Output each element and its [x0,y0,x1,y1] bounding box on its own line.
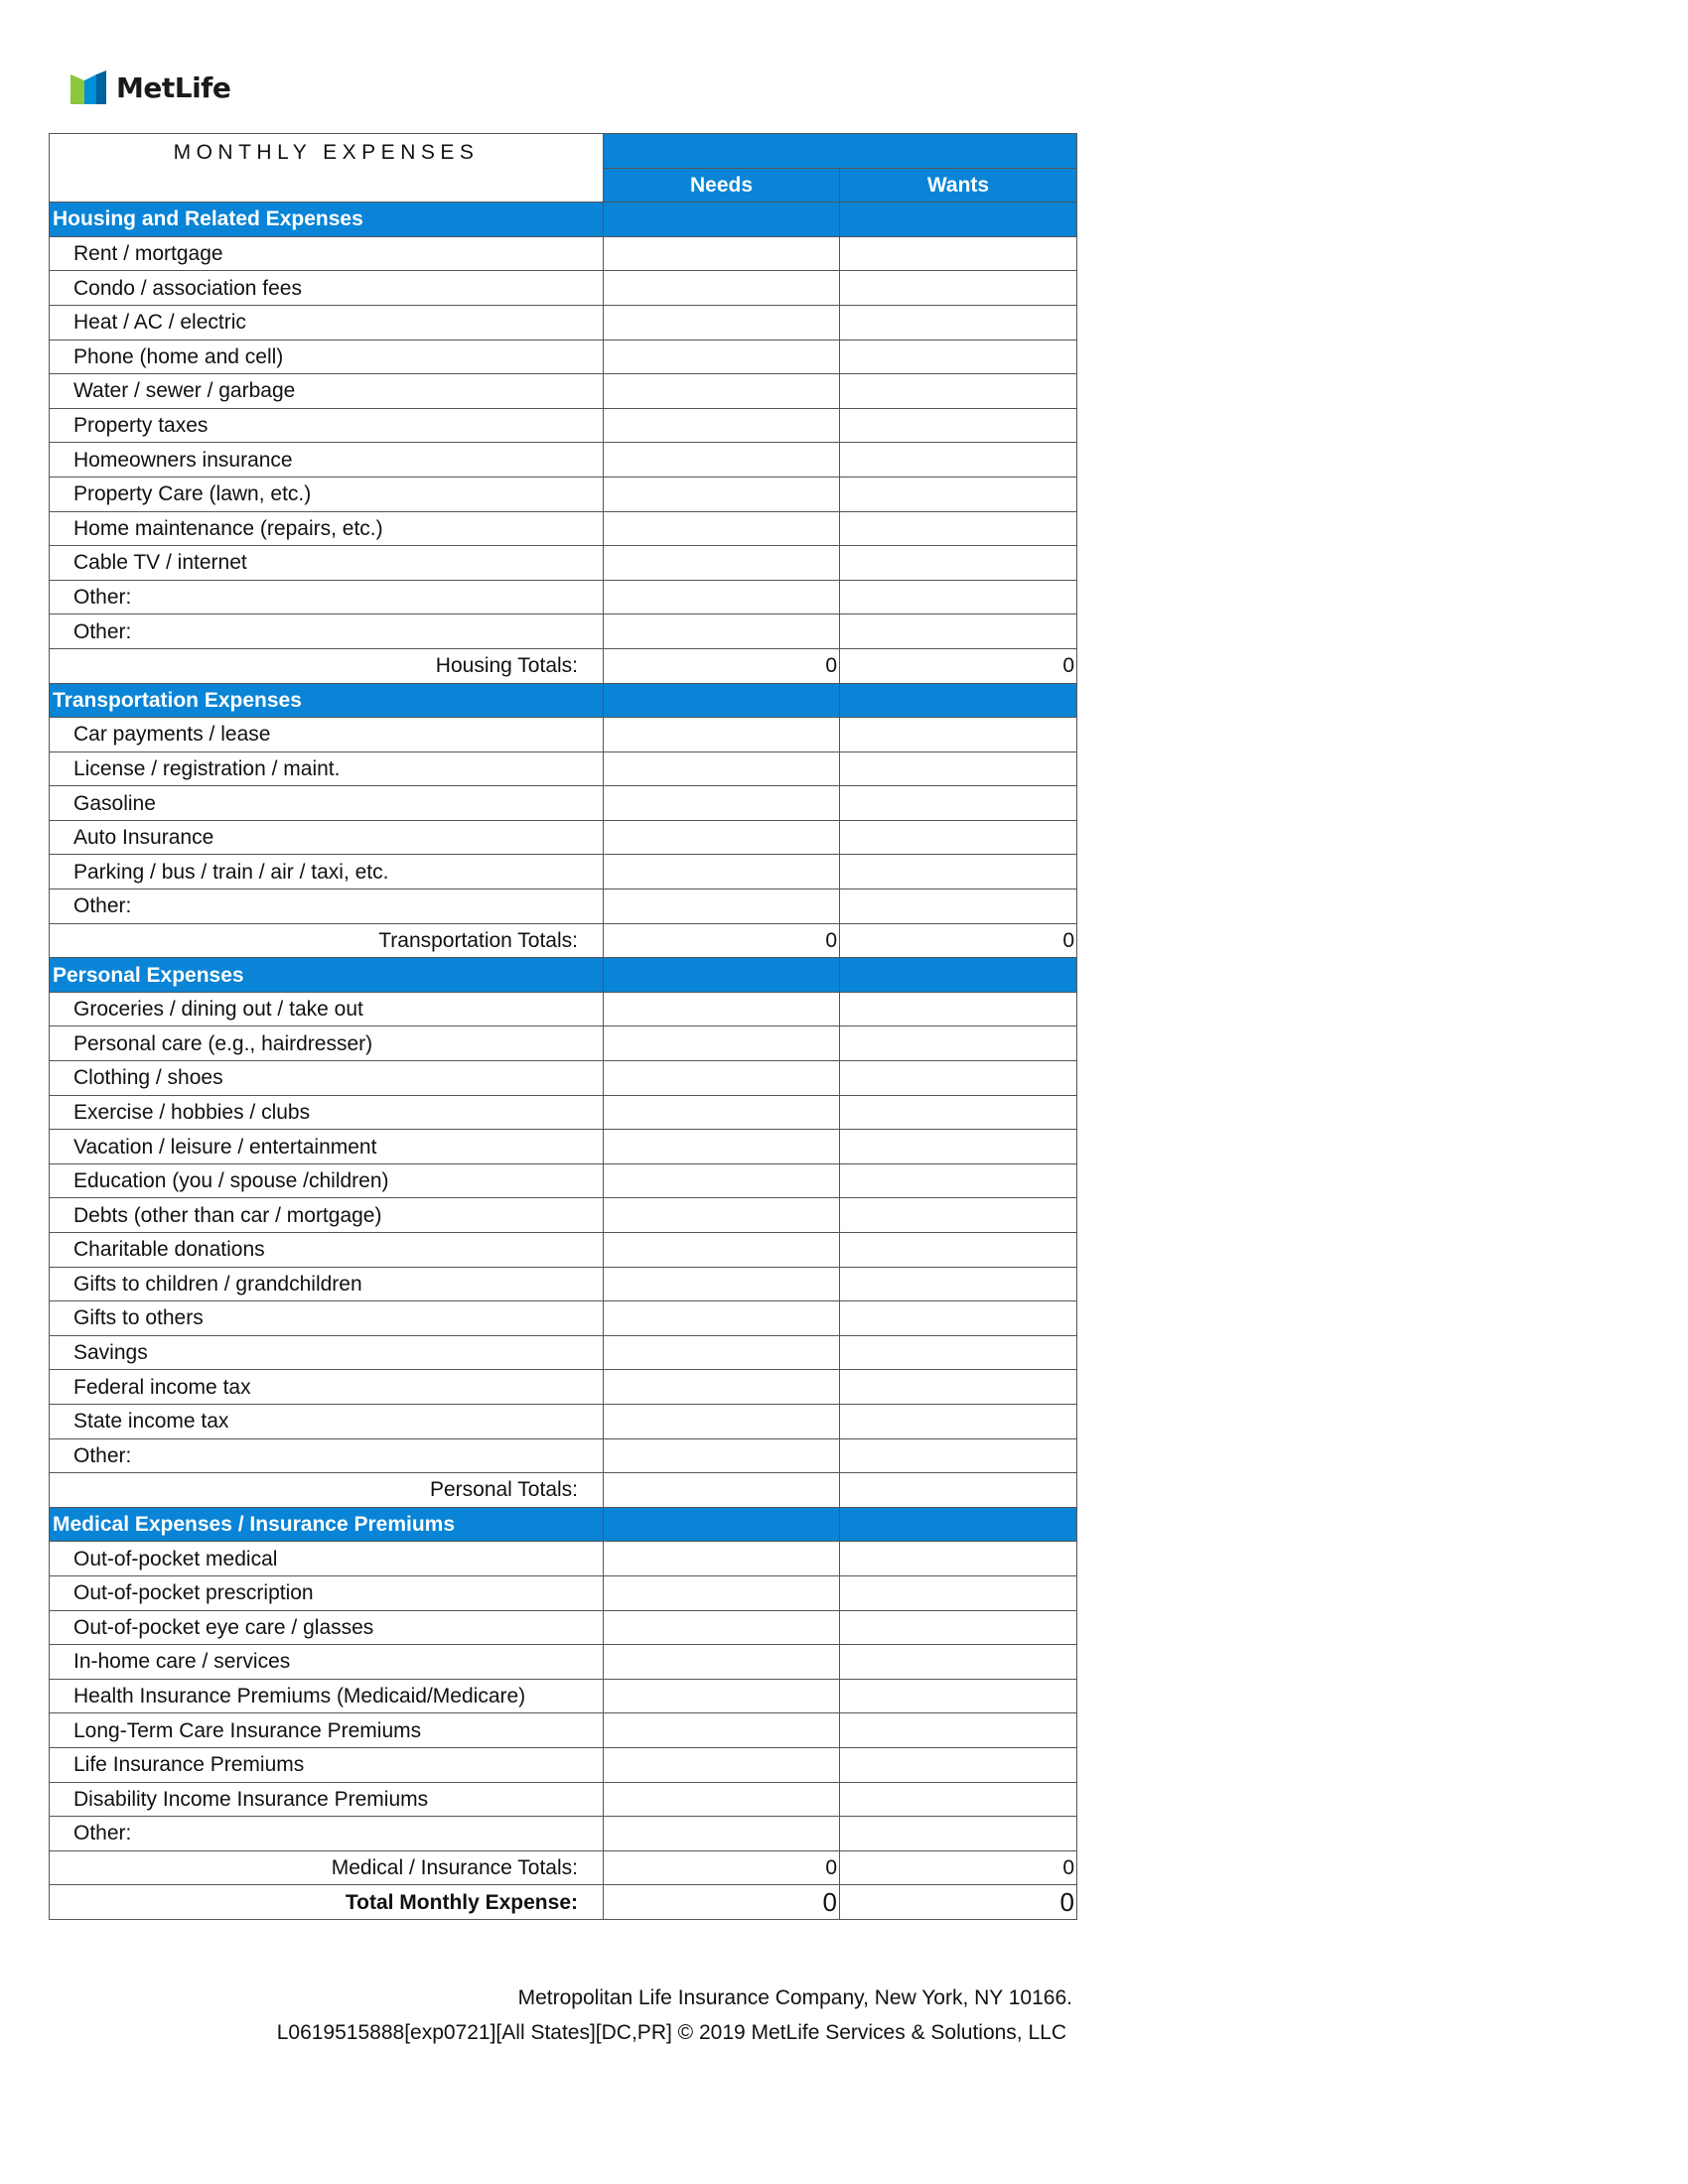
needs-input-cell[interactable] [604,1335,840,1370]
wants-input-cell[interactable] [840,889,1077,924]
needs-input-cell[interactable] [604,1267,840,1301]
expense-label: In-home care / services [50,1645,604,1680]
wants-column-header: Wants [840,168,1077,203]
needs-input-cell[interactable] [604,1163,840,1198]
wants-input-cell[interactable] [840,992,1077,1026]
expense-row [50,751,1077,786]
expense-row [50,580,1077,614]
expense-row [50,992,1077,1026]
needs-input-cell[interactable] [604,1747,840,1782]
wants-input-cell[interactable] [840,580,1077,614]
needs-input-cell[interactable] [604,1233,840,1268]
needs-input-cell[interactable] [604,992,840,1026]
expense-row [50,1610,1077,1645]
expense-label: Gasoline [50,786,604,821]
expense-row [50,1782,1077,1817]
wants-input-cell[interactable] [840,1645,1077,1680]
needs-input-cell[interactable] [604,511,840,546]
wants-input-cell[interactable] [840,1404,1077,1438]
wants-input-cell[interactable] [840,1817,1077,1851]
needs-input-cell[interactable] [604,580,840,614]
needs-input-cell[interactable] [604,340,840,374]
expense-label: Home maintenance (repairs, etc.) [50,511,604,546]
section-total-row [50,1850,1077,1885]
expense-label: Heat / AC / electric [50,305,604,340]
header-row-top [50,134,1077,169]
expense-row [50,1645,1077,1680]
wants-input-cell[interactable] [840,1026,1077,1061]
grand-needs-total: 0 [604,1885,840,1920]
needs-input-cell[interactable] [604,1404,840,1438]
section-needs-band [604,683,840,718]
expense-row [50,889,1077,924]
grand-total-label: Total Monthly Expense: [50,1885,604,1920]
header-blue-band [604,134,1077,169]
footer-company-line: Metropolitan Life Insurance Company, New York, NY 10166. [517,1986,1072,2009]
section-total-row [50,648,1077,683]
needs-input-cell[interactable] [604,786,840,821]
expense-row [50,855,1077,889]
expense-row [50,236,1077,271]
needs-input-cell[interactable] [604,374,840,409]
needs-total-value [604,1473,840,1508]
needs-input-cell[interactable] [604,614,840,649]
expense-label: Other: [50,1817,604,1851]
needs-input-cell[interactable] [604,271,840,306]
expense-row [50,1335,1077,1370]
expense-row [50,718,1077,752]
wants-input-cell[interactable] [840,1575,1077,1610]
needs-input-cell[interactable] [604,1438,840,1473]
footer-legal-line: L0619515888[exp0721][All States][DC,PR] © 2019 MetLife Services & Solutions, LLC [276,2021,1066,2044]
expense-label: Groceries / dining out / take out [50,992,604,1026]
wants-input-cell[interactable] [840,1061,1077,1096]
expense-label: Debts (other than car / mortgage) [50,1198,604,1233]
expense-row [50,477,1077,511]
wants-input-cell[interactable] [840,1267,1077,1301]
expense-row [50,374,1077,409]
wants-input-cell[interactable] [840,1095,1077,1130]
expense-label: Gifts to others [50,1301,604,1336]
section-wants-band [840,958,1077,993]
needs-input-cell[interactable] [604,1645,840,1680]
expense-row [50,1438,1077,1473]
expense-row [50,1404,1077,1438]
expense-label: Out-of-pocket prescription [50,1575,604,1610]
expense-label: Savings [50,1335,604,1370]
wants-input-cell[interactable] [840,786,1077,821]
expense-row [50,1233,1077,1268]
section-wants-band [840,203,1077,237]
expense-label: Property Care (lawn, etc.) [50,477,604,511]
expense-row [50,1713,1077,1748]
wants-input-cell[interactable] [840,546,1077,581]
expense-label: Condo / association fees [50,271,604,306]
needs-input-cell[interactable] [604,1713,840,1748]
expense-row [50,1095,1077,1130]
needs-input-cell[interactable] [604,477,840,511]
needs-input-cell[interactable] [604,1301,840,1336]
needs-input-cell[interactable] [604,1061,840,1096]
expense-label: Other: [50,1438,604,1473]
expense-row [50,443,1077,478]
wants-input-cell[interactable] [840,751,1077,786]
expense-row [50,614,1077,649]
needs-input-cell[interactable] [604,1198,840,1233]
wants-input-cell[interactable] [840,1713,1077,1748]
section-total-label: Housing Totals: [50,648,604,683]
expense-row [50,1026,1077,1061]
wants-input-cell[interactable] [840,1610,1077,1645]
expense-label: Homeowners insurance [50,443,604,478]
wants-input-cell[interactable] [840,1233,1077,1268]
section-wants-band [840,1507,1077,1542]
expense-row [50,1370,1077,1405]
expense-row [50,546,1077,581]
expense-row [50,1061,1077,1096]
wants-input-cell[interactable] [840,511,1077,546]
needs-input-cell[interactable] [604,1817,840,1851]
expense-label: Water / sewer / garbage [50,374,604,409]
expense-row [50,1817,1077,1851]
expense-label: Clothing / shoes [50,1061,604,1096]
expense-label: Gifts to children / grandchildren [50,1267,604,1301]
wants-input-cell[interactable] [840,1370,1077,1405]
section-header-row [50,683,1077,718]
section-header-row [50,203,1077,237]
expense-label: Charitable donations [50,1233,604,1268]
grand-total-row [50,1885,1077,1920]
expense-label: Education (you / spouse /children) [50,1163,604,1198]
expense-label: Other: [50,889,604,924]
wants-input-cell[interactable] [840,1198,1077,1233]
expense-label: Health Insurance Premiums (Medicaid/Medicare) [50,1679,604,1713]
needs-total-value: 0 [604,923,840,958]
needs-input-cell[interactable] [604,1130,840,1164]
wants-total-value: 0 [840,923,1077,958]
needs-input-cell[interactable] [604,1610,840,1645]
needs-input-cell[interactable] [604,443,840,478]
wants-input-cell[interactable] [840,1130,1077,1164]
expense-label: Long-Term Care Insurance Premiums [50,1713,604,1748]
wants-input-cell[interactable] [840,855,1077,889]
section-needs-band [604,1507,840,1542]
section-total-label: Personal Totals: [50,1473,604,1508]
expense-label: Phone (home and cell) [50,340,604,374]
wants-total-value: 0 [840,1850,1077,1885]
expense-row [50,1130,1077,1164]
metlife-logo [70,69,230,105]
needs-input-cell[interactable] [604,1575,840,1610]
expense-row [50,340,1077,374]
needs-total-value: 0 [604,648,840,683]
expense-row [50,1198,1077,1233]
expense-label: Disability Income Insurance Premiums [50,1782,604,1817]
section-header-row [50,1507,1077,1542]
expense-label: Property taxes [50,408,604,443]
needs-input-cell[interactable] [604,305,840,340]
wants-input-cell[interactable] [840,1163,1077,1198]
section-total-label: Transportation Totals: [50,923,604,958]
section-total-row [50,923,1077,958]
needs-input-cell[interactable] [604,1542,840,1576]
wants-total-value: 0 [840,648,1077,683]
needs-input-cell[interactable] [604,1679,840,1713]
expense-label: Other: [50,580,604,614]
expense-label: Exercise / hobbies / clubs [50,1095,604,1130]
expense-label: Out-of-pocket medical [50,1542,604,1576]
section-needs-band [604,203,840,237]
table-title: MONTHLY EXPENSES [50,134,604,203]
wants-input-cell[interactable] [840,1335,1077,1370]
wants-input-cell[interactable] [840,408,1077,443]
section-title: Personal Expenses [50,958,604,993]
wants-input-cell[interactable] [840,614,1077,649]
wants-input-cell[interactable] [840,477,1077,511]
expense-row [50,1542,1077,1576]
expense-label: Out-of-pocket eye care / glasses [50,1610,604,1645]
section-title: Transportation Expenses [50,683,604,718]
needs-input-cell[interactable] [604,889,840,924]
wants-input-cell[interactable] [840,236,1077,271]
wants-input-cell[interactable] [840,305,1077,340]
monthly-expenses-table [49,133,1077,1920]
section-total-row [50,1473,1077,1508]
needs-input-cell[interactable] [604,236,840,271]
wants-input-cell[interactable] [840,374,1077,409]
grand-wants-total: 0 [840,1885,1077,1920]
needs-input-cell[interactable] [604,408,840,443]
wants-input-cell[interactable] [840,1747,1077,1782]
expense-label: License / registration / maint. [50,751,604,786]
section-title: Medical Expenses / Insurance Premiums [50,1507,604,1542]
section-wants-band [840,683,1077,718]
expense-row [50,305,1077,340]
expense-label: Vacation / leisure / entertainment [50,1130,604,1164]
wants-input-cell[interactable] [840,1438,1077,1473]
needs-input-cell[interactable] [604,751,840,786]
section-total-label: Medical / Insurance Totals: [50,1850,604,1885]
logo-text: MetLife [116,70,231,104]
needs-input-cell[interactable] [604,820,840,855]
needs-input-cell[interactable] [604,546,840,581]
wants-input-cell[interactable] [840,1782,1077,1817]
expense-row [50,786,1077,821]
expense-label: Rent / mortgage [50,236,604,271]
expense-row [50,1679,1077,1713]
expense-row [50,271,1077,306]
expense-label: Car payments / lease [50,718,604,752]
expense-label: Auto Insurance [50,820,604,855]
wants-input-cell[interactable] [840,1542,1077,1576]
needs-input-cell[interactable] [604,1782,840,1817]
expense-row [50,1575,1077,1610]
expense-label: Life Insurance Premiums [50,1747,604,1782]
expense-row [50,408,1077,443]
wants-input-cell[interactable] [840,271,1077,306]
wants-input-cell[interactable] [840,820,1077,855]
expense-row [50,1301,1077,1336]
metlife-logo-icon [70,70,106,104]
wants-input-cell[interactable] [840,718,1077,752]
wants-input-cell[interactable] [840,443,1077,478]
expense-row [50,820,1077,855]
needs-input-cell[interactable] [604,1095,840,1130]
expense-row [50,1163,1077,1198]
needs-input-cell[interactable] [604,1026,840,1061]
section-header-row [50,958,1077,993]
expense-label: Federal income tax [50,1370,604,1405]
expense-label: State income tax [50,1404,604,1438]
expense-label: Personal care (e.g., hairdresser) [50,1026,604,1061]
wants-input-cell[interactable] [840,1679,1077,1713]
needs-input-cell[interactable] [604,855,840,889]
wants-total-value [840,1473,1077,1508]
expense-label: Cable TV / internet [50,546,604,581]
expense-row [50,1267,1077,1301]
section-needs-band [604,958,840,993]
expense-row [50,1747,1077,1782]
expense-label: Parking / bus / train / air / taxi, etc. [50,855,604,889]
needs-input-cell[interactable] [604,718,840,752]
expense-label: Other: [50,614,604,649]
needs-column-header: Needs [604,168,840,203]
wants-input-cell[interactable] [840,1301,1077,1336]
needs-total-value: 0 [604,1850,840,1885]
wants-input-cell[interactable] [840,340,1077,374]
section-title: Housing and Related Expenses [50,203,604,237]
needs-input-cell[interactable] [604,1370,840,1405]
expense-row [50,511,1077,546]
